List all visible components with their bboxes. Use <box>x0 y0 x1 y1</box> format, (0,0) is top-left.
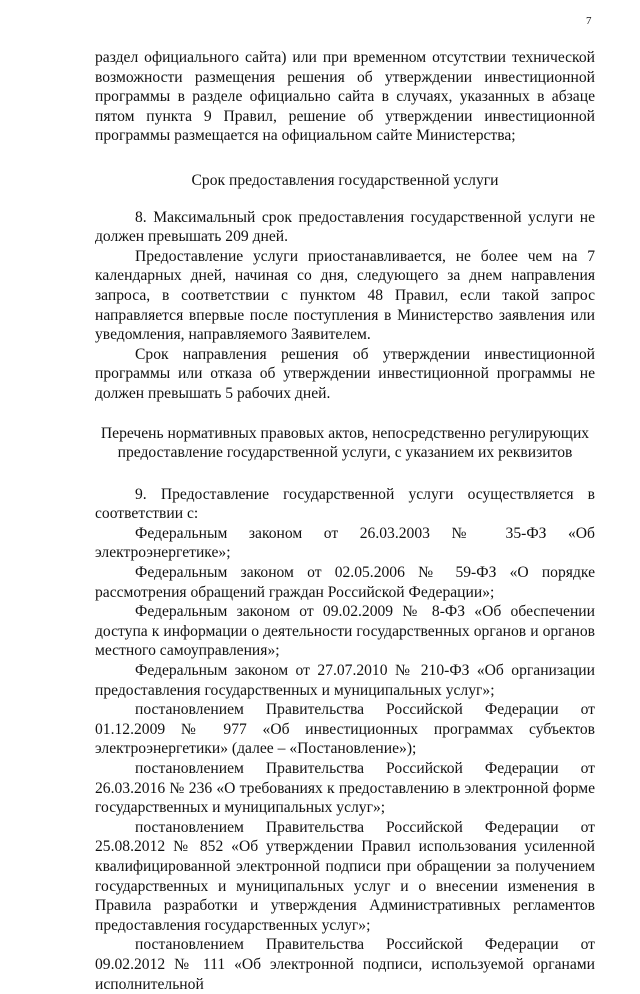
page-number: 7 <box>586 15 592 27</box>
legal-act-item: Федеральным законом от 27.07.2010 № 210-ФЗ «Об организации предоставления государственных и муниципальных услуг»; <box>95 662 595 699</box>
legal-act-item: постановлением Правительства Российской Федерации от 26.03.2016 № 236 «О требованиях к предоставлению в электронной форме государственных и муниципальных услуг»; <box>95 760 595 817</box>
paragraph-8-1: 8. Максимальный срок предоставления государственной услуги не должен превышать 209 дней. <box>95 208 595 246</box>
legal-act-item: постановлением Правительства Российской Федерации от 25.08.2012 № 852 «Об утверждении Правил использования усиленной квалифицированной электронной подписи при обращении за получением государственных и муниципальных услуг и о внесении изменения в Правила разработки и утверждения Административных регламентов предоставления государственных услуг»; <box>95 818 595 934</box>
section-heading-legal-acts <box>95 424 595 463</box>
legal-act-item: постановлением Правительства Российской Федерации от 01.12.2009 № 977 «Об инвестиционных программах субъектов электроэнергетики» (далее – «Постановление»); <box>95 701 595 758</box>
legal-act-item: Федеральным законом от 02.05.2006 № 59-ФЗ «О порядке рассмотрения обращений граждан Российской Федерации»; <box>95 564 595 601</box>
document-body <box>95 48 595 994</box>
paragraph-8-3: Срок направления решения об утверждении инвестиционной программы или отказа об утверждении инвестиционной программы не должен превышать 5 рабочих дней. <box>95 345 595 402</box>
legal-act-item: Федеральным законом от 26.03.2003 № 35-ФЗ «Об электроэнергетике»; <box>95 524 595 562</box>
paragraph-intro: раздел официального сайта) или при временном отсутствии технической возможности размещения решения об утверждении инвестиционной программы в разделе официально сайта в случаях, указанных в абзаце пятом пункта 9 Правил, решение об утверждении инвестиционной программы размещается на официальном сайте Министерства; <box>95 49 595 145</box>
section-heading-legal-acts-line2: предоставление государственной услуги, с указанием их реквизитов <box>117 444 573 462</box>
section-heading-legal-acts-line1: Перечень нормативных правовых актов, непосредственно регулирующих <box>100 424 590 442</box>
paragraph-9-intro: 9. Предоставление государственной услуги осуществляется в соответствии с: <box>95 485 595 523</box>
paragraph-8-2: Предоставление услуги приостанавливается, не более чем на 7 календарных дней, начиная со дня, следующего за днем направления запроса, в соответствии с пунктом 48 Правил, если такой запрос направляется впервые после поступления в Министерство заявления или уведомления, направляемого Заявителем. <box>95 247 595 344</box>
section-heading-term: Срок предоставления государственной услуги <box>191 171 499 189</box>
legal-act-item: постановлением Правительства Российской Федерации от 09.02.2012 № 111 «Об электронной подписи, используемой органами исполнительной <box>95 936 595 993</box>
legal-act-item: Федеральным законом от 09.02.2009 № 8-ФЗ «Об обеспечении доступа к информации о деятельности государственных органов и органов местного самоуправления»; <box>95 603 595 660</box>
